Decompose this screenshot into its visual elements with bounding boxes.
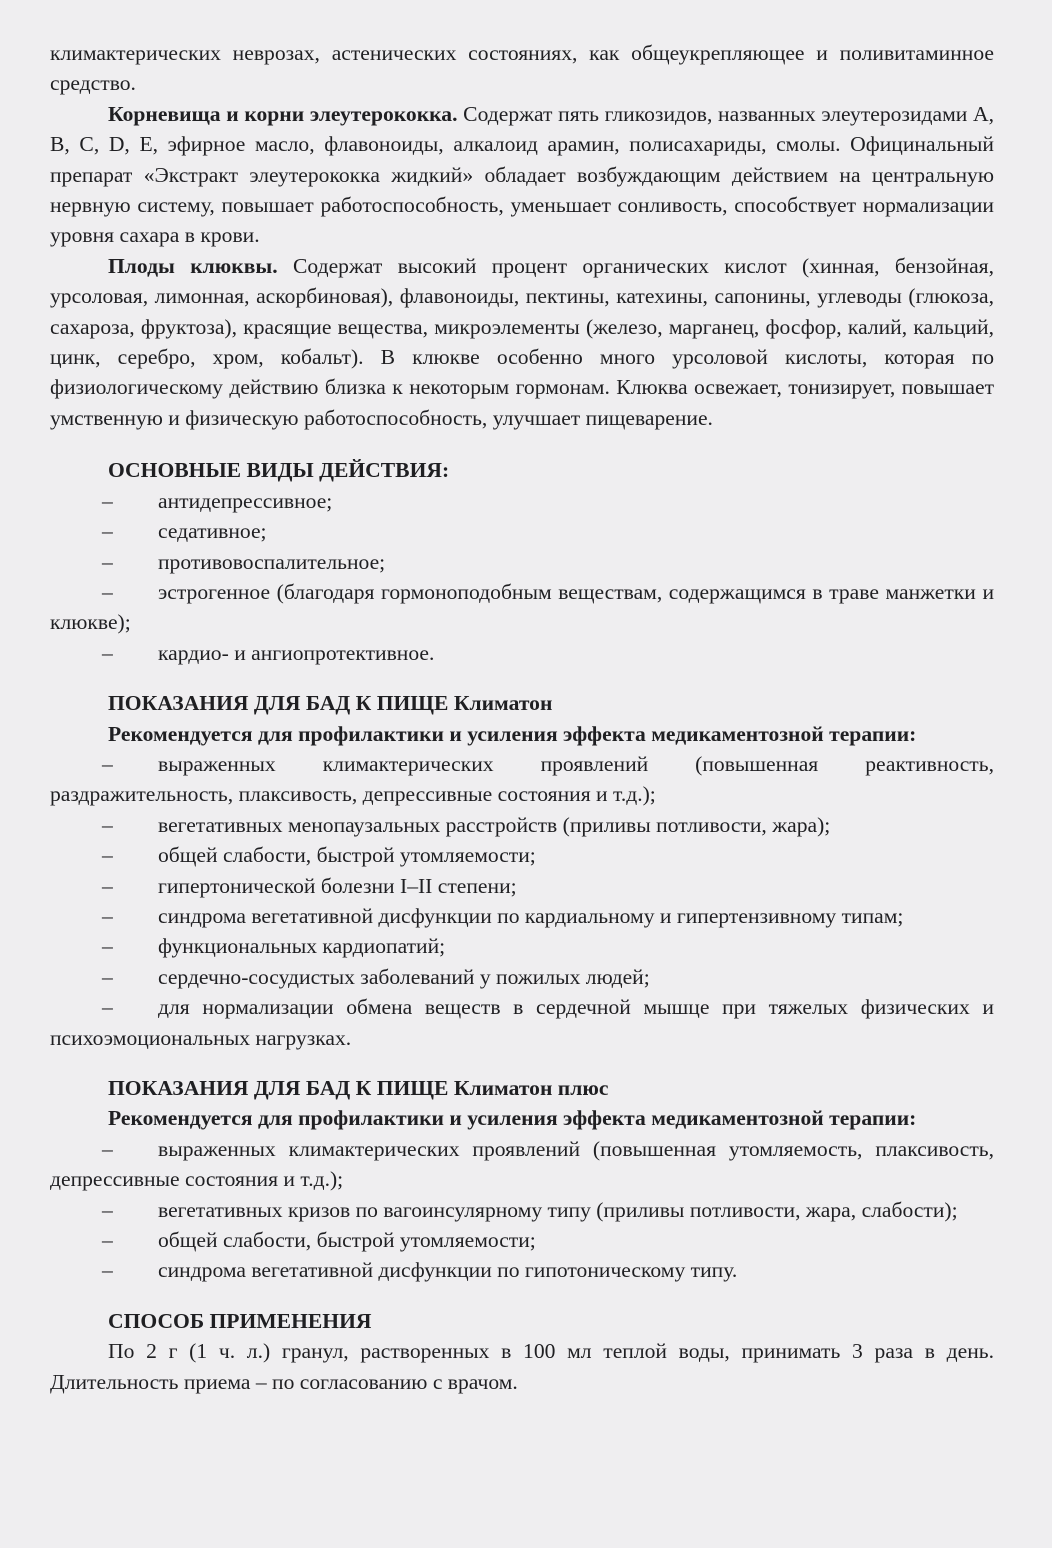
dash-marker: – [102, 1228, 113, 1253]
actions-list [50, 486, 994, 668]
dash-marker: – [102, 1258, 113, 1283]
cranberry-title: Плоды клюквы. [108, 253, 278, 278]
usage-heading: СПОСОБ ПРИМЕНЕНИЯ [108, 1308, 372, 1333]
list-item: – эстрогенное (благодаря гормоноподобным веществам, содержащимся в траве манжетки и клюкве); [50, 577, 994, 638]
eleuthero-text: Содержат пять гликозидов, названных элеутерозидами A, B, C, D, E, эфирное масло, флавоноиды, алкалоид арамин, полисахариды, смолы. Официнальный препарат «Экстракт элеутерококка жидкий» обладает возбуждающим действием на центральную нервную систему, повышает работоспособность, уменьшает сонливость, способствует нормализации уровня сахара в крови. [50, 101, 994, 248]
dash-marker: – [102, 964, 113, 989]
dash-marker: – [102, 812, 113, 837]
list-item: – функциональных кардиопатий; [50, 931, 994, 961]
list-item: – выраженных климактерических проявлений (повышенная реактивность, раздражительность, плаксивость, депрессивные состояния и т.д.); [50, 749, 994, 810]
klimaton-plus-recommend: Рекомендуется для профилактики и усиления эффекта медикаментозной терапии: [108, 1106, 917, 1131]
cranberry-paragraph [50, 251, 994, 433]
list-item: – противовоспалительное; [50, 547, 994, 577]
list-item: – сердечно-сосудистых заболеваний у пожилых людей; [50, 962, 994, 992]
cranberry-text: Содержат высокий процент органических кислот (хинная, бензойная, урсоловая, лимонная, аскорбиновая), флавоноиды, пектины, катехины, сапонины, углеводы (глюкоза, сахароза, фруктоза), красящие вещества, микроэлементы (железо, марганец, фосфор, калий, кальций, цинк, серебро, хром, кобальт). В клюкве особенно много урсоловой кислоты, которая по физиологическому действию близка к некоторым гормонам. Клюква освежает, тонизирует, повышает умственную и физическую работоспособность, улучшает пищеварение. [50, 253, 994, 430]
list-item: – синдрома вегетативной дисфункции по кардиальному и гипертензивному типам; [50, 901, 994, 931]
list-item: – антидепрессивное; [50, 486, 994, 516]
list-item: – вегетативных менопаузальных расстройств (приливы потливости, жара); [50, 810, 994, 840]
dash-marker: – [102, 488, 113, 513]
dash-marker: – [102, 579, 113, 604]
intro-tail: климактерических неврозах, астенических состояниях, как общеукрепляющее и поливитаминное средство. [50, 41, 994, 96]
list-item: – общей слабости, быстрой утомляемости; [50, 840, 994, 870]
dash-marker: – [102, 751, 113, 776]
list-item: – для нормализации обмена веществ в сердечной мышце при тяжелых физических и психоэмоциональных нагрузках. [50, 992, 994, 1053]
dash-marker: – [102, 1136, 113, 1161]
actions-heading: ОСНОВНЫЕ ВИДЫ ДЕЙСТВИЯ: [108, 458, 450, 483]
usage-text: По 2 г (1 ч. л.) гранул, растворенных в 100 мл теплой воды, принимать 3 раза в день. Длительность приема – по согласованию с врачом. [50, 1339, 994, 1394]
dash-marker: – [102, 843, 113, 868]
dash-marker: – [102, 549, 113, 574]
klimaton-plus-list [50, 1134, 994, 1286]
klimaton-plus-heading: ПОКАЗАНИЯ ДЛЯ БАД К ПИЩЕ Климатон плюс [108, 1076, 609, 1100]
eleuthero-title: Корневища и корни элеутерококка. [108, 101, 458, 126]
dash-marker: – [102, 640, 113, 665]
klimaton-recommend: Рекомендуется для профилактики и усиления эффекта медикаментозной терапии: [108, 721, 917, 746]
dash-marker: – [102, 519, 113, 544]
list-item: – седативное; [50, 516, 994, 546]
list-item: – выраженных климактерических проявлений (повышенная утомляемость, плаксивость, депрессивные состояния и т.д.); [50, 1134, 994, 1195]
dash-marker: – [102, 995, 113, 1020]
list-item: – общей слабости, быстрой утомляемости; [50, 1225, 994, 1255]
dash-marker: – [102, 903, 113, 928]
dash-marker: – [102, 873, 113, 898]
list-item: – вегетативных кризов по вагоинсулярному типу (приливы потливости, жара, слабости); [50, 1195, 994, 1225]
klimaton-heading: ПОКАЗАНИЯ ДЛЯ БАД К ПИЩЕ Климатон [108, 691, 553, 716]
list-item: – синдрома вегетативной дисфункции по гипотоническому типу. [50, 1255, 994, 1285]
dash-marker: – [102, 934, 113, 959]
eleuthero-paragraph [50, 99, 994, 251]
list-item: – кардио- и ангиопротективное. [50, 638, 994, 668]
klimaton-list [50, 749, 994, 1053]
dash-marker: – [102, 1197, 113, 1222]
list-item: – гипертонической болезни I–II степени; [50, 871, 994, 901]
